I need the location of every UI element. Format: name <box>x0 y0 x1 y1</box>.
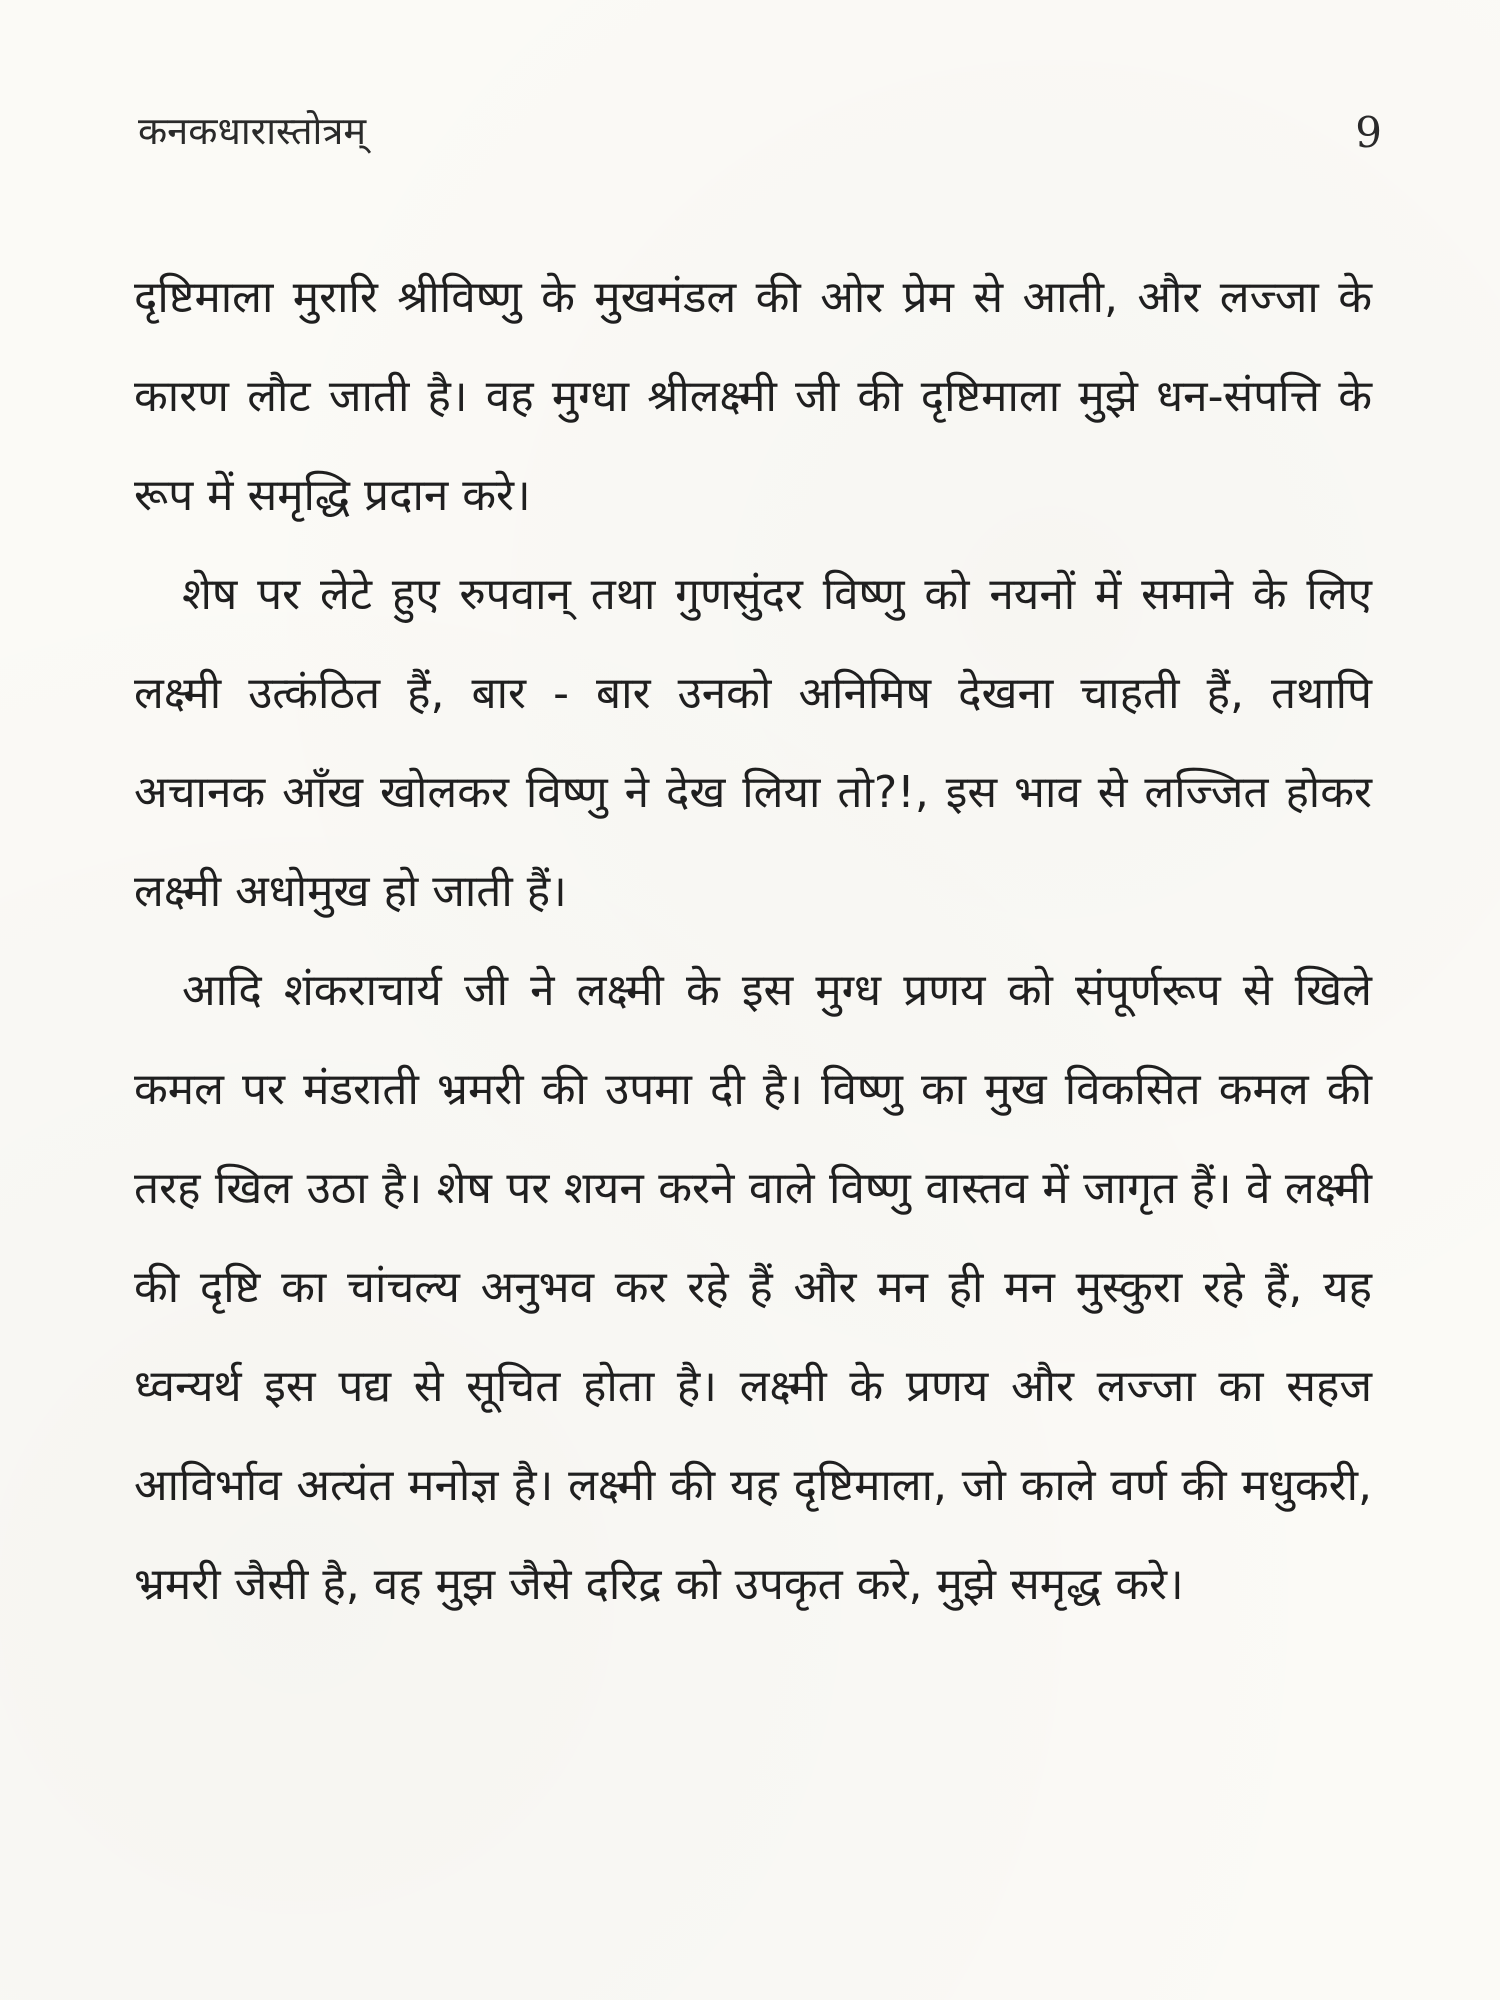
body-text <box>134 248 1372 1634</box>
paragraph-3: आदि शंकराचार्य जी ने लक्ष्मी के इस मुग्ध प्रणय को संपूर्णरूप से खिले कमल पर मंडराती भ्रमरी की उपमा दी है। विष्णु का मुख विकसित कमल की तरह खिल उठा है। शेष पर शयन करने वाले विष्णु वास्तव में जागृत हैं। वे लक्ष्मी की दृष्टि का चांचल्य अनुभव कर रहे हैं और मन ही मन मुस्कुरा रहे हैं, यह ध्वन्यर्थ इस पद्य से सूचित होता है। लक्ष्मी के प्रणय और लज्जा का सहज आविर्भाव अत्यंत मनोज्ञ है। लक्ष्मी की यह दृष्टिमाला, जो काले वर्ण की मधुकरी, भ्रमरी जैसी है, वह मुझ जैसे दरिद्र को उपकृत करे, मुझे समृद्ध करे। <box>134 965 1372 1610</box>
paragraph-2: शेष पर लेटे हुए रुपवान् तथा गुणसुंदर विष्णु को नयनों में समाने के लिए लक्ष्मी उत्कंठित हैं, बार - बार उनको अनिमिष देखना चाहती हैं, तथापि अचानक आँख खोलकर विष्णु ने देख लिया तो?!, इस भाव से लज्जित होकर लक्ष्मी अधोमुख हो जाती हैं। <box>134 569 1372 917</box>
running-title: कनकधारास्तोत्रम् <box>138 109 367 153</box>
paragraph-1: दृष्टिमाला मुरारि श्रीविष्णु के मुखमंडल की ओर प्रेम से आती, और लज्जा के कारण लौट जाती है। वह मुग्धा श्रीलक्ष्मी जी की दृष्टिमाला मुझे धन-संपत्ति के रूप में समृद्धि प्रदान करे। <box>134 272 1372 521</box>
page-number: 9 <box>1355 108 1382 157</box>
